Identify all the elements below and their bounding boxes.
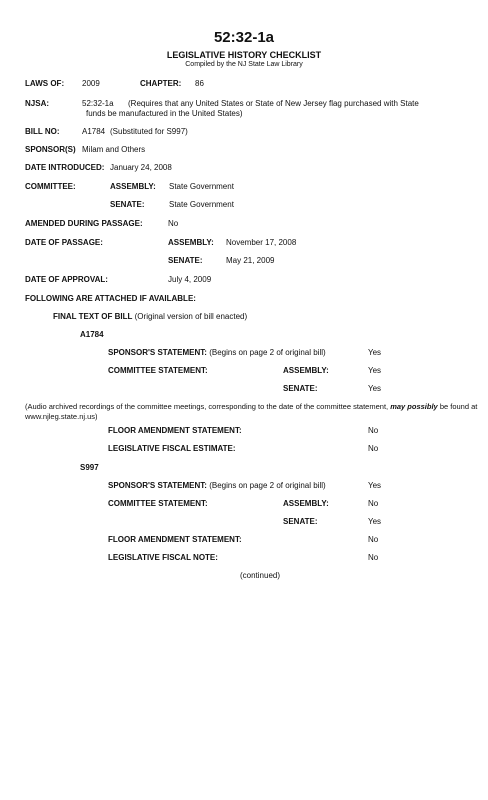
audio-note-part-1: (Audio archived recordings of the committee meetings, corresponding to the date of the committee statement, [25,402,389,411]
s997-sponsor-note: (Begins on page 2 of original bill) [209,481,326,490]
a1784-sponsor-line [108,348,326,358]
laws-of-label: LAWS OF: [25,79,65,88]
statute-title: 52:32-1a [213,29,275,46]
date-of-approval-label: DATE OF APPROVAL: [25,275,108,284]
s997-heading: S997 [80,463,99,472]
final-text-label: FINAL TEXT OF BILL [53,312,133,321]
committee-senate-label: SENATE: [110,200,145,209]
passage-assembly-value: November 17, 2008 [226,238,297,247]
chapter-value: 86 [195,79,204,88]
final-text-line [53,312,247,322]
a1784-assembly-label: ASSEMBLY: [283,366,329,375]
a1784-assembly-value: Yes [368,366,382,375]
committee-assembly-value: State Government [169,182,234,191]
a1784-committee-label: COMMITTEE STATEMENT: [108,366,208,375]
s997-sponsor-label: SPONSOR'S STATEMENT: [108,481,207,490]
a1784-sponsor-value: Yes [368,348,382,357]
audio-note-emphasis: may possibly [390,402,438,411]
a1784-fiscal-label: LEGISLATIVE FISCAL ESTIMATE: [108,444,236,453]
s997-sponsor-line [108,481,326,491]
s997-assembly-value: No [368,499,379,508]
s997-assembly-label: ASSEMBLY: [283,499,329,508]
checklist-title: LEGISLATIVE HISTORY CHECKLIST [166,50,322,60]
s997-fiscal-label: LEGISLATIVE FISCAL NOTE: [108,553,218,562]
s997-sponsor-value: Yes [368,481,382,490]
attached-heading: FOLLOWING ARE ATTACHED IF AVAILABLE: [25,294,196,303]
date-introduced-value: January 24, 2008 [110,163,172,172]
njsa-description: (Requires that any United States or State of New Jersey flag purchased with State funds be manufactured in the United States) [86,99,419,118]
s997-senate-value: Yes [368,517,382,526]
a1784-heading: A1784 [80,330,104,339]
sponsors-value: Milam and Others [82,145,146,154]
date-of-passage-label: DATE OF PASSAGE: [25,238,103,247]
a1784-sponsor-note: (Begins on page 2 of original bill) [209,348,326,357]
committee-assembly-label: ASSEMBLY: [110,182,156,191]
s997-senate-label: SENATE: [283,517,318,526]
final-text-note: (Original version of bill enacted) [134,312,248,321]
a1784-senate-value: Yes [368,384,382,393]
s997-floor-label: FLOOR AMENDMENT STATEMENT: [108,535,242,544]
njsa-value: 52:32-1a [82,99,114,108]
a1784-floor-label: FLOOR AMENDMENT STATEMENT: [108,426,242,435]
bill-no-value: A1784 [82,127,106,136]
amended-label: AMENDED DURING PASSAGE: [25,219,143,228]
amended-value: No [168,219,179,228]
bill-no-label: BILL NO: [25,127,60,136]
laws-of-value: 2009 [82,79,100,88]
sponsors-label: SPONSOR(S) [25,145,76,154]
s997-fiscal-value: No [368,553,379,562]
bill-no-note: (Substituted for S997) [110,127,188,136]
audio-note [25,402,483,422]
a1784-fiscal-value: No [368,444,379,453]
a1784-floor-value: No [368,426,379,435]
committee-label: COMMITTEE: [25,182,76,191]
passage-senate-value: May 21, 2009 [226,256,275,265]
passage-senate-label: SENATE: [168,256,203,265]
njsa-label: NJSA: [25,99,50,108]
a1784-senate-label: SENATE: [283,384,318,393]
s997-committee-label: COMMITTEE STATEMENT: [108,499,208,508]
s997-floor-value: No [368,535,379,544]
committee-senate-value: State Government [169,200,234,209]
audio-note-part-2: be found at www.njleg.state.nj.us) [25,402,478,421]
passage-assembly-label: ASSEMBLY: [168,238,214,247]
a1784-sponsor-label: SPONSOR'S STATEMENT: [108,348,207,357]
continued-note: (continued) [239,571,281,580]
date-introduced-label: DATE INTRODUCED: [25,163,105,172]
compiled-by: Compiled by the NJ State Law Library [185,61,303,68]
chapter-label: CHAPTER: [140,79,182,88]
date-of-approval-value: July 4, 2009 [168,275,212,284]
